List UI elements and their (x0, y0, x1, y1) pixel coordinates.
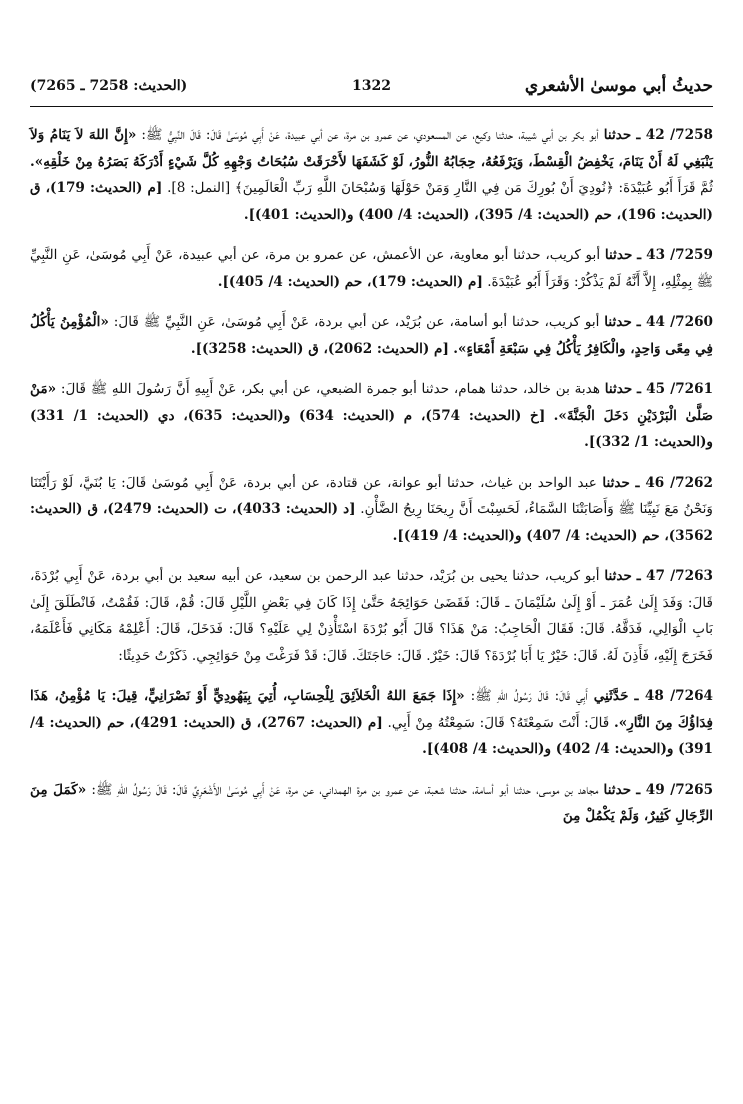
hadith-range-label: (الحديث: 7258 ـ 7265) (30, 78, 188, 94)
page-number: 1322 (352, 78, 391, 94)
hadith-lead: حدثنا (603, 781, 632, 798)
hadith-7263 (30, 563, 713, 669)
hadith-lead: حدثنا (604, 568, 632, 584)
hadith-isnad: مجاهد بن موسى، حدثنا أبو أسامة، حدثنا شعبة، عن عمرو بن مرة الهمداني، عن مرة، عَنْ أَبِي مُوسَىٰ الأَشْعَرِيِّ قَالَ: قَالَ رَسُولُ اللهِ ﷺ: (91, 781, 599, 798)
hadith-matn: «إِنَّ اللهَ لاَ يَنَامُ وَلاَ يَنْبَغِي لَهُ أَنْ يَنَامَ، يَخْفِضُ الْقِسْطَ، وَيَرْفَعُهُ، حِجَابُهُ النُّورُ، لَوْ كَشَفَهَا لأَحْرَقَتْ سُبُحَاتُ وَجْهِهِ كُلَّ شَيْءٍ أَدْرَكَهُ بَصَرُهُ مِنْ خَلْقِهِ». (30, 127, 713, 170)
hadith-number: 7265/ 49 ـ (636, 781, 714, 798)
hadith-number: 7260/ 44 ـ (636, 314, 713, 330)
hadith-isnad: أبو كريب، حدثنا يحيى بن بُرَيْد، حدثنا عبد الرحمن بن سعيد، عن أبيه سعيد بن أبي بردة، عَنْ أَبِي بُرْدَةَ، قَالَ: وَفَدَ إِلَىٰ عُمَرَ ـ أَوْ إِلَىٰ سُلَيْمَانَ ـ قَالَ: فَقَضَىٰ حَوَائِجَهُ حَتَّىٰ إِذَا كَانَ فِي بَعْضِ اللَّيْلِ قَالَ: قُمْ، قَالَ: فَقُمْتُ، فَانْطَلَقَ إِلَىٰ بَابِ الْوَالِي، فَدَقَّهُ. قَالَ: فَقَالَ الْحَاجِبُ: مَنْ هَذَا؟ قَالَ أَبُو بُرْدَةَ اسْتَأْذِنْ لِي عَلَيْهِ؟ قَالَ: فَدَخَلَ، قَالَ: أَعْلِمْهُ مَكَانِي فَأَعْلَمَهُ، فَخَرَجَ إِلَيْهِ، فَأَذِنَ لَهُ. قَالَ: خَيْرٌ يَا أَبَا بُرْدَةَ؟ قَالَ: خَيْرٌ. قَالَ: حَاجَتَكَ. قَالَ: قَدْ فَرَغْتَ مِنْ حَوَائِجِي. ذَكَرْتُ حَدِيثًا: (30, 568, 713, 664)
hadith-isnad: هدبة بن خالد، حدثنا همام، حدثنا أبو جمرة الضبعي، عن أبي بكر، عَنْ أَبِيهِ أَنَّ رَسُولَ اللهِ ﷺ قَالَ: (60, 381, 600, 397)
hadith-number: 7264/ 48 ـ (634, 688, 714, 704)
hadith-references: [م (الحديث: 2767)، ق (الحديث: 4291)، حم (الحديث: 4/ 391) و(الحديث: 4/ 402) و(الحديث: 4/ 408)]. (30, 714, 713, 757)
hadith-references: [د (الحديث: 4033)، ت (الحديث: 2479)، ق (الحديث: 3562)، حم (الحديث: 4/ 407) و(الحديث: 4/ 419)]. (30, 501, 713, 544)
hadith-7264 (30, 683, 713, 763)
hadith-number: 7262/ 46 ـ (635, 474, 713, 491)
header-divider (30, 106, 713, 107)
hadith-references: [م (الحديث: 179)، ق (الحديث: 196)، حم (الحديث: 4/ 395)، (الحديث: 4/ 400) و(الحديث: 401)]. (30, 180, 713, 223)
hadith-7260 (30, 309, 713, 362)
hadith-references: [م (الحديث: 2062)، ق (الحديث: 3258)]. (190, 340, 449, 357)
hadith-lead: حدثنا (603, 127, 632, 143)
hadith-isnad: أَبِي قَالَ: قَالَ رَسُولُ اللهِ ﷺ: (470, 688, 588, 704)
hadith-7265 (30, 777, 713, 830)
hadith-isnad: أبو كريب، حدثنا أبو أسامة، عن بُرَيْد، عن أبي بردة، عَنْ أَبِي مُوسَىٰ، عَنِ النَّبِيِّ ﷺ قَالَ: (113, 314, 600, 330)
hadith-matn: «إِذَا جَمَعَ اللهُ الْخَلاَئِقَ لِلْحِسَابِ، أُتِيَ بِيَهُودِيٍّ أَوْ نَصْرَانِيٍّ، قِيلَ: يَا مُؤْمِنُ، هَذَا فِدَاؤُكَ مِنَ النَّارِ». (30, 688, 713, 731)
hadith-number: 7259/ 43 ـ (637, 247, 713, 263)
hadith-number: 7263/ 47 ـ (636, 568, 714, 584)
hadith-references: [م (الحديث: 179)، حم (الحديث: 4/ 405)]. (217, 273, 483, 290)
hadith-matn: «الْمُؤْمِنُ يَأْكُلُ فِي مِعًى وَاحِدٍ، والْكَافِرُ يَأْكُلُ فِي سَبْعَةِ أَمْعَاءٍ». (30, 314, 713, 357)
running-header (30, 78, 713, 104)
hadith-number: 7261/ 45 ـ (637, 381, 714, 397)
hadith-7258 (30, 122, 713, 228)
hadith-references: [خ (الحديث: 574)، م (الحديث: 634) و(الحديث: 635)، دي (الحديث: 1/ 331) و(الحديث: 1/ 332)]. (30, 407, 713, 450)
hadith-isnad: أبو كريب، حدثنا أبو معاوية، عن الأعمش، عن عمرو بن مرة، عن أبي عبيدة، عَنْ أَبِي مُوسَىٰ، عَنِ النَّبِيِّ ﷺ بِمِثْلِهِ، إِلاَّ أَنَّهُ لَمْ يَذْكُرْ: وَقَرَأَ أَبُو عُبَيْدَةَ. (30, 247, 713, 290)
hadith-lead: حدثنا (604, 314, 632, 330)
hadith-tail: قَالَ: أَنْتَ سَمِعْتَهُ؟ قَالَ: سَمِعْتُهُ مِنْ أَبِي. (387, 714, 610, 731)
hadith-lead: حدثنا (602, 474, 630, 491)
chapter-title: حديثُ أبي موسىٰ الأشعري (524, 76, 713, 96)
hadith-tail: ثُمَّ قَرَأَ أَبُو عُبَيْدَةَ: ﴿نُودِيَ أَنْ بُورِكَ مَن فِي النَّارِ وَمَنْ حَوْلَهَا وَسُبْحَانَ اللَّهِ رَبِّ الْعَالَمِينَ﴾ [النمل: 8]. (167, 180, 713, 196)
hadith-lead: حَدَّثَنِي (593, 688, 629, 704)
hadith-list (30, 122, 713, 844)
hadith-7262 (30, 470, 713, 550)
hadith-matn: «مَنْ صَلَّىٰ الْبَرْدَيْنِ دَخَلَ الْجَنَّةَ». (30, 381, 714, 424)
hadith-7259 (30, 242, 713, 295)
hadith-7261 (30, 376, 713, 456)
hadith-number: 7258/ 42 ـ (636, 127, 713, 143)
hadith-isnad: عبد الواحد بن غياث، حدثنا أبو عوانة، عن قتادة، عن أبي بردة، عَنْ أَبِي مُوسَىٰ قَالَ: يَا بُنَيَّ، لَوْ رَأَيْتَنَا وَنَحْنُ مَعَ نَبِيِّنَا ﷺ وَأَصَابَتْنَا السَّمَاءُ، لَحَسِبْتَ أَنَّ رِيحَنَا رِيحُ الضَّأْنِ. (30, 474, 713, 517)
hadith-lead: حدثنا (604, 247, 633, 263)
hadith-isnad: أبو بكر بن أبي شيبة، حدثنا وكيع، عن المسعودي، عن عمرو بن مرة، عن أبي عبيدة، عَنْ أَبِي مُوسَىٰ قَالَ: قَالَ النَّبِيُّ ﷺ: (141, 127, 599, 143)
hadith-lead: حدثنا (604, 381, 633, 397)
hadith-matn: «كَمَلَ مِنَ الرِّجَالِ كَثِيرٌ، وَلَمْ يَكْمُلْ مِنَ (30, 781, 713, 824)
